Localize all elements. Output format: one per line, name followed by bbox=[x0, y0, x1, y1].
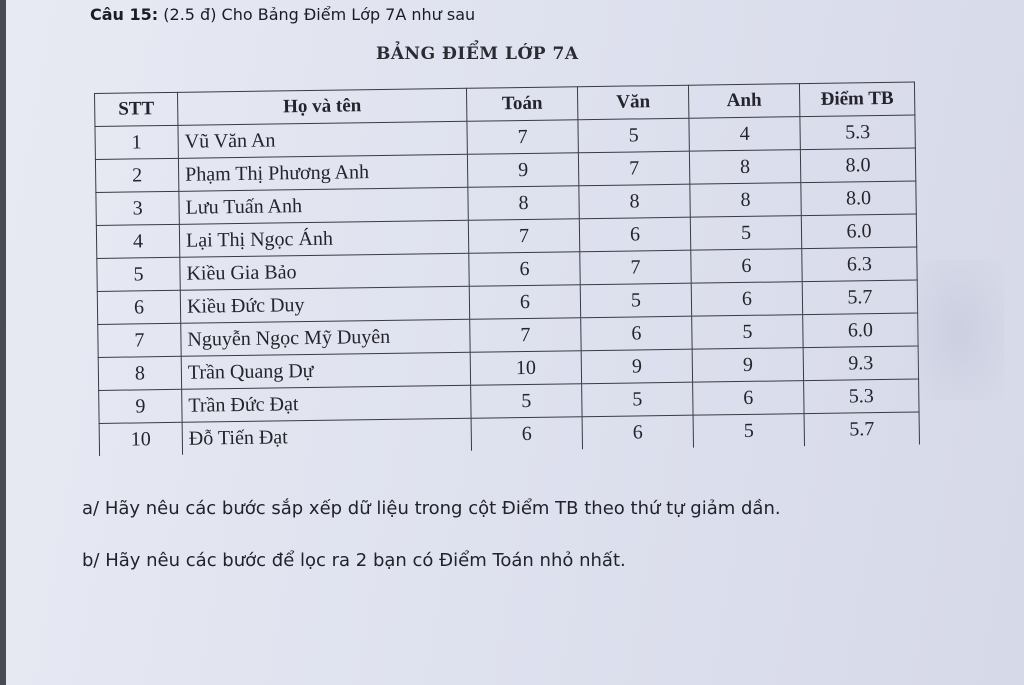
cell-math: 7 bbox=[468, 219, 579, 254]
cell-literature: 6 bbox=[581, 316, 692, 351]
cell-math: 5 bbox=[471, 384, 582, 419]
header-math: Toán bbox=[466, 87, 577, 122]
cell-stt: 6 bbox=[97, 290, 180, 324]
cell-stt: 10 bbox=[99, 422, 182, 456]
cell-name: Đỗ Tiến Đạt bbox=[182, 418, 471, 455]
paper-stain bbox=[914, 260, 1004, 400]
cell-math: 6 bbox=[469, 252, 580, 287]
cell-name: Trần Quang Dự bbox=[181, 352, 470, 389]
cell-name: Kiều Gia Bảo bbox=[180, 253, 469, 290]
cell-math: 7 bbox=[470, 318, 581, 353]
cell-math: 8 bbox=[468, 186, 579, 221]
question-a: a/ Hãy nêu các bước sắp xếp dữ liệu trong cột Điểm TB theo thứ tự giảm dần. bbox=[82, 498, 781, 519]
cell-average: 8.0 bbox=[800, 148, 915, 183]
cell-english: 6 bbox=[693, 381, 804, 416]
cell-name: Kiều Đức Duy bbox=[180, 286, 469, 323]
question-intro: (2.5 đ) Cho Bảng Điểm Lớp 7A như sau bbox=[163, 5, 476, 24]
question-b: b/ Hãy nêu các bước để lọc ra 2 bạn có Điểm Toán nhỏ nhất. bbox=[82, 550, 626, 571]
cell-name: Lưu Tuấn Anh bbox=[179, 187, 468, 224]
cell-stt: 9 bbox=[99, 389, 182, 423]
header-english: Anh bbox=[688, 84, 799, 119]
cell-literature: 8 bbox=[579, 184, 690, 219]
cell-literature: 5 bbox=[580, 283, 691, 318]
cell-english: 6 bbox=[691, 282, 802, 317]
cell-english: 4 bbox=[689, 117, 800, 152]
header-name: Họ và tên bbox=[177, 88, 466, 125]
cell-average: 8.0 bbox=[801, 181, 916, 216]
cell-literature: 6 bbox=[582, 415, 693, 449]
cell-average: 5.3 bbox=[804, 379, 919, 414]
cell-math: 7 bbox=[467, 120, 578, 155]
cell-stt: 1 bbox=[95, 125, 178, 159]
cell-literature: 5 bbox=[582, 382, 693, 417]
question-number: Câu 15: bbox=[90, 5, 159, 24]
cell-average: 5.3 bbox=[800, 115, 915, 150]
cell-math: 9 bbox=[467, 153, 578, 188]
cell-english: 5 bbox=[692, 315, 803, 350]
cell-average: 6.0 bbox=[801, 214, 916, 249]
header-stt: STT bbox=[95, 92, 178, 126]
question-header bbox=[90, 5, 475, 24]
table-title: BẢNG ĐIỂM LỚP 7A bbox=[376, 44, 579, 64]
header-literature: Văn bbox=[577, 85, 688, 120]
cell-name: Lại Thị Ngọc Ánh bbox=[179, 220, 468, 257]
cell-name: Trần Đức Đạt bbox=[182, 385, 471, 422]
grade-table bbox=[94, 82, 920, 456]
cell-stt: 7 bbox=[98, 323, 181, 357]
cell-literature: 7 bbox=[578, 151, 689, 186]
cell-name: Phạm Thị Phương Anh bbox=[178, 154, 467, 191]
cell-english: 9 bbox=[692, 348, 803, 383]
cell-stt: 2 bbox=[95, 158, 178, 192]
cell-math: 6 bbox=[469, 285, 580, 320]
cell-english: 8 bbox=[690, 183, 801, 218]
cell-literature: 6 bbox=[579, 217, 690, 252]
header-average: Điểm TB bbox=[799, 82, 914, 117]
cell-math: 6 bbox=[471, 417, 582, 451]
cell-stt: 3 bbox=[96, 191, 179, 225]
cell-average: 6.0 bbox=[803, 313, 918, 348]
cell-math: 10 bbox=[470, 351, 581, 386]
cell-english: 5 bbox=[693, 414, 804, 448]
table-body bbox=[95, 115, 920, 456]
cell-average: 9.3 bbox=[803, 346, 918, 381]
cell-name: Nguyễn Ngọc Mỹ Duyên bbox=[181, 319, 470, 356]
cell-average: 5.7 bbox=[804, 412, 919, 446]
cell-literature: 7 bbox=[580, 250, 691, 285]
cell-average: 6.3 bbox=[802, 247, 917, 282]
paper-sheet bbox=[6, 0, 1024, 685]
cell-english: 5 bbox=[690, 216, 801, 251]
cell-name: Vũ Văn An bbox=[178, 121, 467, 158]
cell-stt: 5 bbox=[97, 257, 180, 291]
cell-average: 5.7 bbox=[802, 280, 917, 315]
cell-stt: 8 bbox=[98, 356, 181, 390]
cell-english: 8 bbox=[689, 150, 800, 185]
cell-literature: 9 bbox=[581, 349, 692, 384]
cell-stt: 4 bbox=[96, 224, 179, 258]
cell-literature: 5 bbox=[578, 118, 689, 153]
cell-english: 6 bbox=[691, 249, 802, 284]
